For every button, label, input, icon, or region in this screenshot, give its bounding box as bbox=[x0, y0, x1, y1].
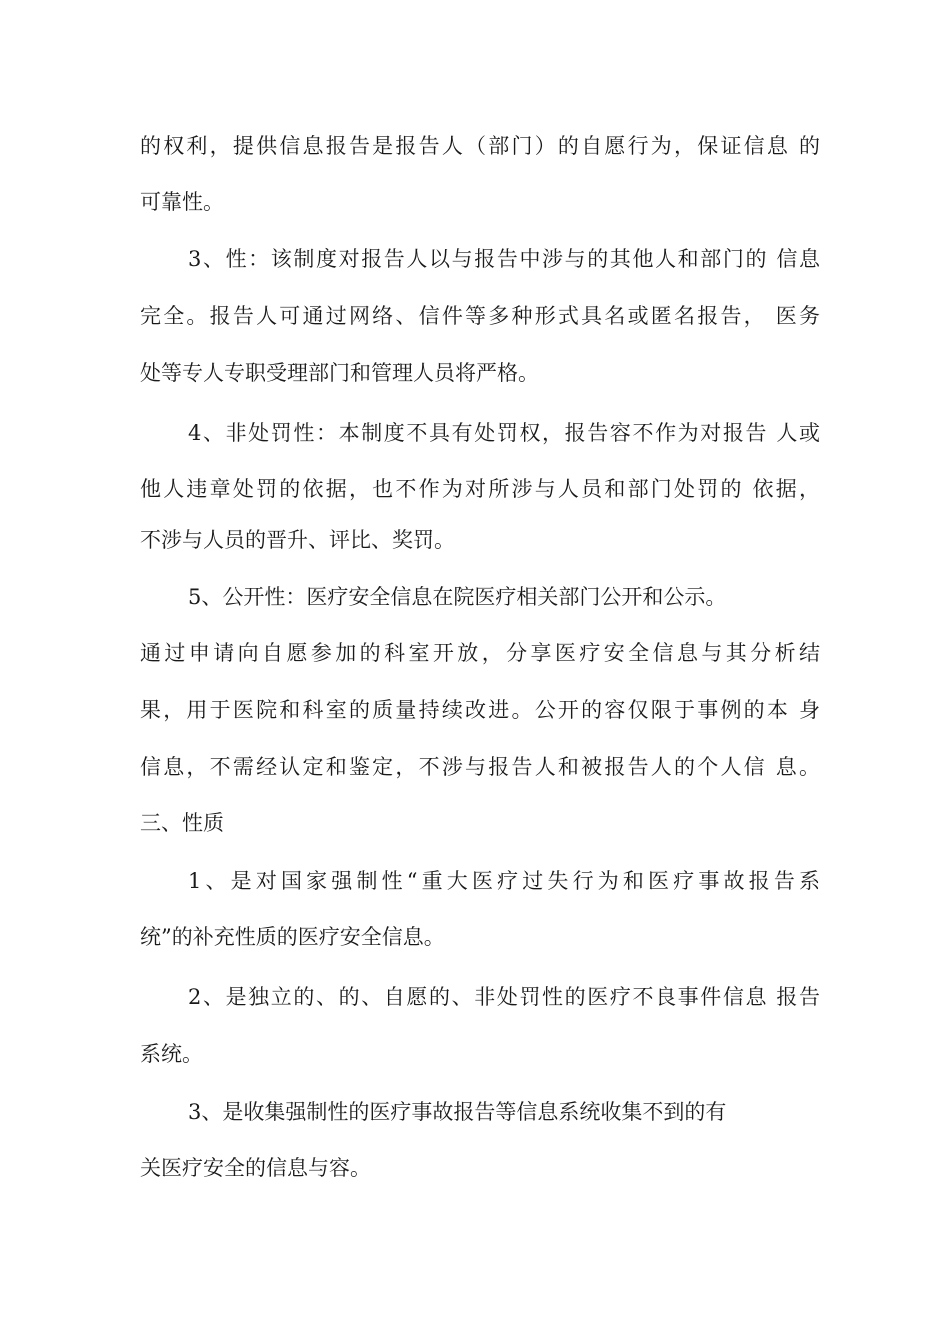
paragraph-line: 处等专人专职受理部门和管理人员将严格。 bbox=[140, 361, 539, 385]
paragraph-line: 关医疗安全的信息与容。 bbox=[140, 1156, 371, 1180]
paragraph-line: 统”的补充性质的医疗安全信息。 bbox=[140, 925, 445, 949]
paragraph-line: 不涉与人员的晋升、评比、奖罚。 bbox=[140, 528, 455, 552]
list-item-line: 3、性：该制度对报告人以与报告中涉与的其他人和部门的 信息 bbox=[188, 247, 820, 271]
section-heading: 三、性质 bbox=[140, 811, 224, 835]
list-item-line: 1、是对国家强制性“重大医疗过失行为和医疗事故报告系 bbox=[188, 869, 820, 893]
paragraph-line: 系统。 bbox=[140, 1042, 203, 1066]
paragraph-line: 他人违章处罚的依据，也不作为对所涉与人员和部门处罚的 依据， bbox=[140, 477, 820, 501]
paragraph-line: 的权利，提供信息报告是报告人（部门）的自愿行为，保证信息 的 bbox=[140, 134, 820, 158]
list-item-line: 4、非处罚性：本制度不具有处罚权，报告容不作为对报告 人或 bbox=[188, 421, 820, 445]
paragraph-line: 可靠性。 bbox=[140, 190, 224, 214]
list-item-line: 2、是独立的、的、自愿的、非处罚性的医疗不良事件信息 报告 bbox=[188, 985, 820, 1009]
list-item-line: 5、公开性：医疗安全信息在院医疗相关部门公开和公示。 bbox=[188, 585, 727, 609]
paragraph-line: 通过申请向自愿参加的科室开放，分享医疗安全信息与其分析结 bbox=[140, 641, 820, 665]
paragraph-line: 信息，不需经认定和鉴定，不涉与报告人和被报告人的个人信 息。 bbox=[140, 755, 820, 779]
paragraph-line: 完全。报告人可通过网络、信件等多种形式具名或匿名报告， 医务 bbox=[140, 304, 820, 328]
list-item-line: 3、是收集强制性的医疗事故报告等信息系统收集不到的有 bbox=[188, 1100, 727, 1124]
paragraph-line: 果，用于医院和科室的质量持续改进。公开的容仅限于事例的本 身 bbox=[140, 698, 820, 722]
